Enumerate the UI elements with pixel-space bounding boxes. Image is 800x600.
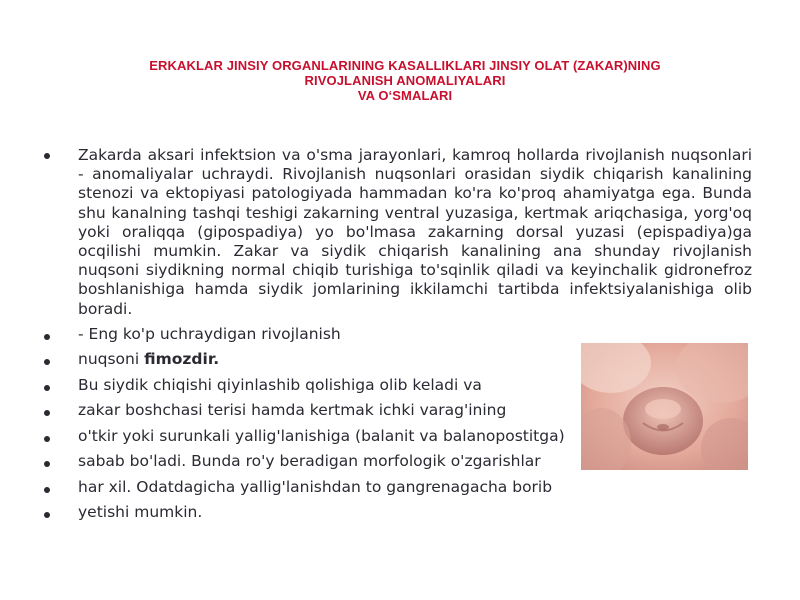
bullet-dot-icon [44, 410, 50, 416]
bullet-text: o'tkir yoki surunkali yallig'lanishiga (balanit va balanopostitga) [78, 426, 565, 445]
title-line-2: RIVOJLANISH ANOMALIYALARI [304, 73, 506, 88]
bold-term: fimozdir. [144, 350, 220, 369]
bullet-item-paragraph [44, 146, 752, 319]
bullet-dot-icon [44, 385, 50, 391]
bullet-list [44, 146, 752, 529]
bullet-text: sabab bo'ladi. Bunda ro'y beradigan morfologik o'zgarishlar [78, 452, 541, 471]
bullet-text: zakar boshchasi terisi hamda kertmak ichki varag'ining [78, 401, 507, 420]
bullet-text: Bu siydik chiqishi qiyinlashib qolishiga olib keladi va [78, 375, 482, 394]
clinical-photo-image [581, 343, 748, 470]
bullet-dot-icon [44, 359, 50, 365]
bullet-text: yetishi mumkin. [78, 503, 203, 522]
bullet-item [44, 478, 752, 504]
title-line-1: ERKAKLAR JINSIY ORGANLARINING KASALLIKLARI JINSIY OLAT (ZAKAR)NING [149, 58, 661, 73]
slide-title [60, 58, 750, 103]
bullet-dot-icon [44, 512, 50, 518]
bullet-item [44, 503, 752, 529]
title-line-3: VA O‘SMALARI [357, 88, 453, 103]
bullet-text: nuqsoni [78, 350, 145, 369]
bullet-dot-icon [44, 334, 50, 340]
bullet-dot-icon [44, 487, 50, 493]
bullet-text: har xil. Odatdagicha yallig'lanishdan to gangrenagacha borib [78, 477, 553, 496]
bullet-text: - Eng ko'p uchraydigan rivojlanish [78, 324, 341, 343]
bullet-dot-icon [44, 461, 50, 467]
paragraph-text: Zakarda aksari infektsion va o'sma jarayonlari, kamroq hollarda rivojlanish nuqsonlari - anomaliyalar uchraydi. Rivojlanish nuqsonlari orasidan siydik chiqarish kanalining stenozi va ektopiyasi patologiyada hammadan ko'ra ko'proq ahamiyatga ega. Bunda shu kanalning tashqi teshigi zakarning ventral yuzasiga, kertmak ariqchasiga, yorg'oq yoki oraliqqa (gipospadiya) yo bo'lmasa zakarning dorsal yuzasi (epispadiya)ga ocqilishi mumkin. Zakar va siydik chiqarish kanalining ana shunday rivojlanish nuqsoni siydikning normal chiqib turishiga to'sqinlik qiladi va keyinchalik gidronefroz boshlanishiga hamda siydik jomlarining ikkilamchi tartibda infektsiyalanishiga olib boradi. [78, 146, 752, 318]
bullet-dot-icon [44, 436, 50, 442]
clinical-photo [581, 343, 748, 470]
bullet-dot-icon [44, 153, 50, 159]
